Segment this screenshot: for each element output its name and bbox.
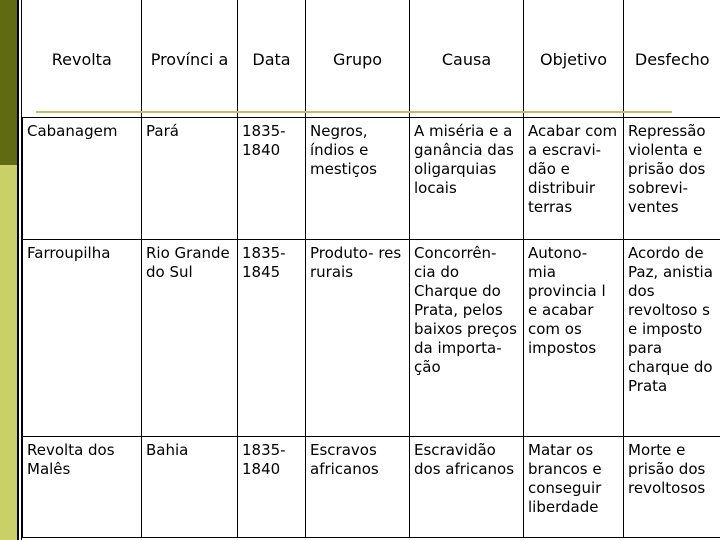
cell-objetivo: Autono- mia provincia l e acabar com os impostos <box>524 240 624 437</box>
header-causa: Causa <box>410 0 524 118</box>
cell-revolta: Farroupilha <box>23 240 142 437</box>
header-desfecho: Desfecho <box>624 0 720 118</box>
slide-sidebar <box>0 0 18 540</box>
table-row <box>23 437 720 538</box>
cell-revolta: Cabanagem <box>23 118 142 240</box>
cell-grupo: Produto- res rurais <box>306 240 410 437</box>
cell-desfecho: Repressão violenta e prisão dos sobrevi- ventes <box>624 118 720 240</box>
cell-grupo: Negros, índios e mestiços <box>306 118 410 240</box>
cell-causa: Concorrên- cia do Charque do Prata, pelos baixos preços da importa- ção <box>410 240 524 437</box>
table-row <box>23 118 720 240</box>
cell-data: 1835- 1840 <box>238 118 306 240</box>
cell-objetivo: Matar os brancos e conseguir liberdade <box>524 437 624 538</box>
header-revolta: Revolta <box>23 0 142 118</box>
cell-grupo: Escravos africanos <box>306 437 410 538</box>
cell-provincia: Bahia <box>142 437 238 538</box>
header-grupo: Grupo <box>306 0 410 118</box>
sidebar-dark-band <box>0 0 18 165</box>
cell-objetivo: Acabar com a escravi- dão e distribuir terras <box>524 118 624 240</box>
table-row <box>23 240 720 437</box>
header-objetivo: Objetivo <box>524 0 624 118</box>
cell-desfecho: Morte e prisão dos revoltosos <box>624 437 720 538</box>
cell-causa: A miséria e a ganância das oligarquias locais <box>410 118 524 240</box>
revolts-table <box>22 0 720 538</box>
cell-causa: Escravidão dos africanos <box>410 437 524 538</box>
sidebar-light-band <box>0 165 18 540</box>
cell-provincia: Rio Grande do Sul <box>142 240 238 437</box>
sidebar-border <box>17 0 19 540</box>
header-provincia: Provínci a <box>142 0 238 118</box>
cell-data: 1835- 1840 <box>238 437 306 538</box>
header-rule <box>36 111 672 113</box>
table-header-row <box>23 0 720 118</box>
cell-desfecho: Acordo de Paz, anistia dos revoltoso s e imposto para charque do Prata <box>624 240 720 437</box>
cell-data: 1835- 1845 <box>238 240 306 437</box>
cell-revolta: Revolta dos Malês <box>23 437 142 538</box>
header-data: Data <box>238 0 306 118</box>
cell-provincia: Pará <box>142 118 238 240</box>
